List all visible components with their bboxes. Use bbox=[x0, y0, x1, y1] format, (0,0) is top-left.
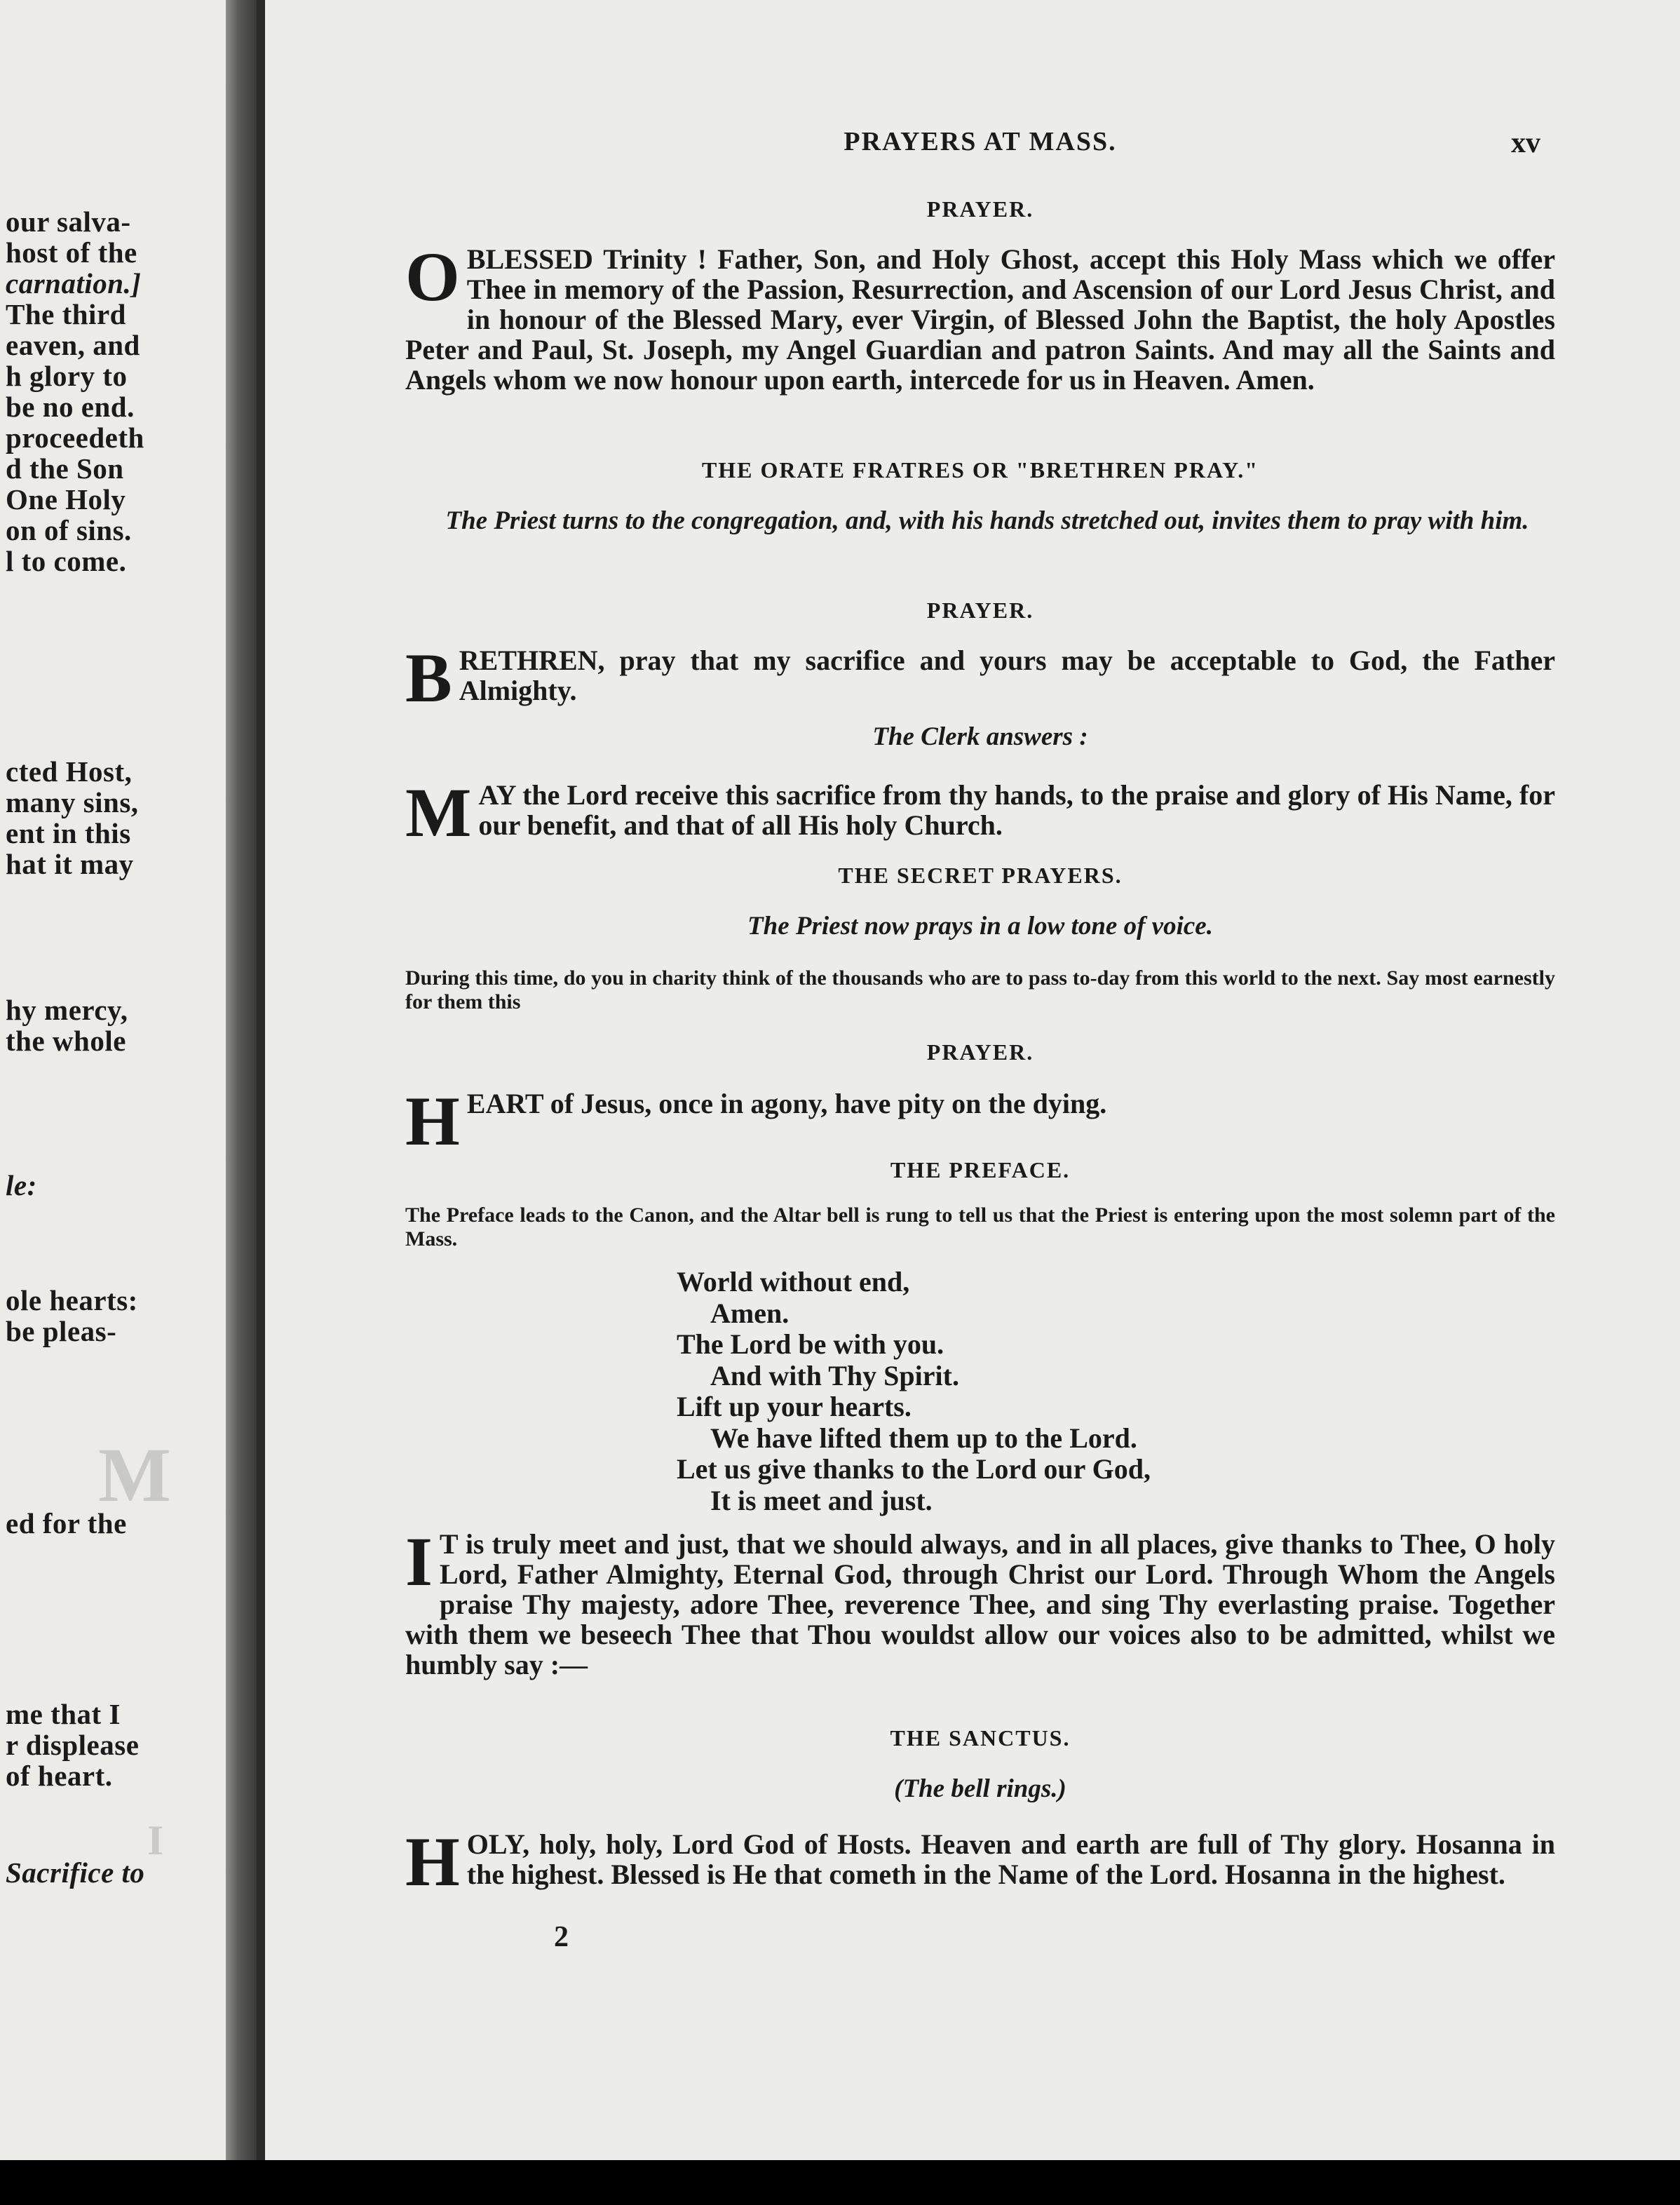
left-line: h glory to bbox=[6, 360, 128, 392]
left-line: our salva- bbox=[6, 205, 131, 238]
page-number: xv bbox=[1511, 127, 1540, 159]
left-line: host of the bbox=[6, 236, 137, 269]
note: During this time, do you in charity think of the thousands who are to pass to-day from this world to the next. Say most earnestly for them this bbox=[405, 966, 1555, 1013]
left-line: the whole bbox=[6, 1025, 126, 1057]
show-through-mark: I bbox=[147, 1817, 164, 1863]
response: It is meet and just. bbox=[710, 1484, 933, 1516]
section-heading: THE SECRET PRAYERS. bbox=[838, 863, 1123, 888]
book-gutter-shadow bbox=[257, 0, 265, 2160]
prayer-text: BLESSED Trinity ! Father, Son, and Holy Ghost, accept this Holy Mass which we offer Thee in memory of the Passion, Resurrection, and Ascension of our Lord Jesus Christ, and in honour of the Blessed Mary, ever Virgin, of Blessed John the Baptist, the holy Apostles Peter and Paul, St. Joseph, my Angel Guardian and patron Saints. And may all the Saints and Angels whom we now honour upon earth, intercede for us in Heaven. Amen. bbox=[405, 243, 1555, 396]
left-line: ed for the bbox=[6, 1507, 127, 1539]
rubric: The Clerk answers : bbox=[872, 722, 1088, 751]
section-heading: THE SANCTUS. bbox=[890, 1725, 1071, 1751]
left-line: be no end. bbox=[6, 391, 135, 423]
left-line: ent in this bbox=[6, 817, 131, 849]
section-heading: PRAYER. bbox=[926, 598, 1034, 623]
versicle: The Lord be with you. bbox=[677, 1328, 944, 1360]
running-head: PRAYERS AT MASS. bbox=[844, 127, 1117, 156]
response: We have lifted them up to the Lord. bbox=[710, 1422, 1137, 1454]
section-heading: THE ORATE FRATRES OR "BRETHREN PRAY." bbox=[701, 457, 1259, 483]
versicle: World without end, bbox=[677, 1266, 910, 1297]
left-line: Sacrifice to bbox=[6, 1856, 145, 1889]
prayer-paragraph bbox=[405, 639, 1555, 717]
versicle: Let us give thanks to the Lord our God, bbox=[677, 1453, 1151, 1485]
left-line: proceedeth bbox=[6, 422, 144, 454]
left-page-fragment bbox=[0, 0, 226, 2160]
section-heading: THE PREFACE. bbox=[890, 1157, 1071, 1182]
left-line: on of sins. bbox=[6, 514, 132, 546]
left-line: l to come. bbox=[6, 545, 127, 577]
drop-cap: M bbox=[405, 774, 472, 851]
left-line: be pleas- bbox=[6, 1315, 117, 1347]
section-heading: PRAYER. bbox=[926, 196, 1034, 222]
show-through-mark: M bbox=[98, 1432, 171, 1518]
signature-mark: 2 bbox=[554, 1921, 569, 1953]
left-line: cted Host, bbox=[6, 755, 133, 788]
drop-cap: O bbox=[405, 238, 460, 316]
show-through bbox=[379, 435, 1680, 456]
left-line: carnation.] bbox=[6, 267, 142, 299]
drop-cap: H bbox=[405, 1823, 460, 1901]
left-line: One Holy bbox=[6, 483, 126, 515]
left-line: ole hearts: bbox=[6, 1284, 138, 1316]
drop-cap: H bbox=[405, 1082, 460, 1160]
response-text: AY the Lord receive this sacrifice from thy hands, to the praise and glory of His Name, for our benefit, and that of all His holy Church. bbox=[478, 779, 1555, 841]
sanctus-text: OLY, holy, holy, Lord God of Hosts. Heaven and earth are full of Thy glory. Hosanna in the highest. Blessed is He that cometh in the Name of the Lord. Hosanna in the highest. bbox=[466, 1828, 1555, 1890]
drop-cap: I bbox=[405, 1523, 433, 1600]
response-paragraph bbox=[405, 774, 1555, 851]
preface-text: T is truly meet and just, that we should always, and in all places, give thanks to Thee, O holy Lord, Father Almighty, Eternal God, through Christ our Lord. Through Whom the Angels praise Thy majesty, adore Thee, reverence Thee, and sing Thy everlasting praise. Together with them we beseech Thee that Thou wouldst allow our voices also to be admitted, whilst we humbly say :— bbox=[405, 1528, 1555, 1680]
preface-paragraph bbox=[405, 1523, 1555, 1680]
preface-dialogue bbox=[677, 1267, 1151, 1516]
rubric: (The bell rings.) bbox=[894, 1774, 1066, 1803]
left-line: le: bbox=[6, 1169, 37, 1201]
book-gutter bbox=[226, 0, 257, 2160]
left-line: hat it may bbox=[6, 848, 134, 880]
prayer-paragraph bbox=[405, 238, 1555, 396]
response: And with Thy Spirit. bbox=[710, 1359, 959, 1391]
versicle: Lift up your hearts. bbox=[677, 1391, 912, 1422]
response: Amen. bbox=[710, 1297, 790, 1329]
left-line: r displease bbox=[6, 1729, 140, 1761]
drop-cap: B bbox=[405, 639, 452, 717]
left-line: hy mercy, bbox=[6, 994, 128, 1026]
rubric: The Priest now prays in a low tone of voice. bbox=[747, 912, 1213, 940]
section-heading: PRAYER. bbox=[926, 1039, 1034, 1065]
left-line: of heart. bbox=[6, 1760, 113, 1792]
left-line: d the Son bbox=[6, 452, 124, 485]
note: The Preface leads to the Canon, and the Altar bell is rung to tell us that the Priest is entering upon the most solemn part of the Mass. bbox=[405, 1203, 1555, 1250]
prayer-paragraph bbox=[405, 1082, 1555, 1160]
rubric: The Priest turns to the congregation, and, with his hands stretched out, invites them to pray with him. bbox=[445, 506, 1529, 535]
left-line: many sins, bbox=[6, 786, 139, 818]
prayer-text: EART of Jesus, once in agony, have pity on the dying. bbox=[466, 1088, 1107, 1119]
left-line: me that I bbox=[6, 1698, 121, 1730]
left-line: The third bbox=[6, 298, 126, 330]
prayer-text: RETHREN, pray that my sacrifice and yours may be acceptable to God, the Father Almighty. bbox=[459, 645, 1555, 706]
sanctus-paragraph bbox=[405, 1823, 1555, 1901]
left-line: eaven, and bbox=[6, 329, 140, 361]
